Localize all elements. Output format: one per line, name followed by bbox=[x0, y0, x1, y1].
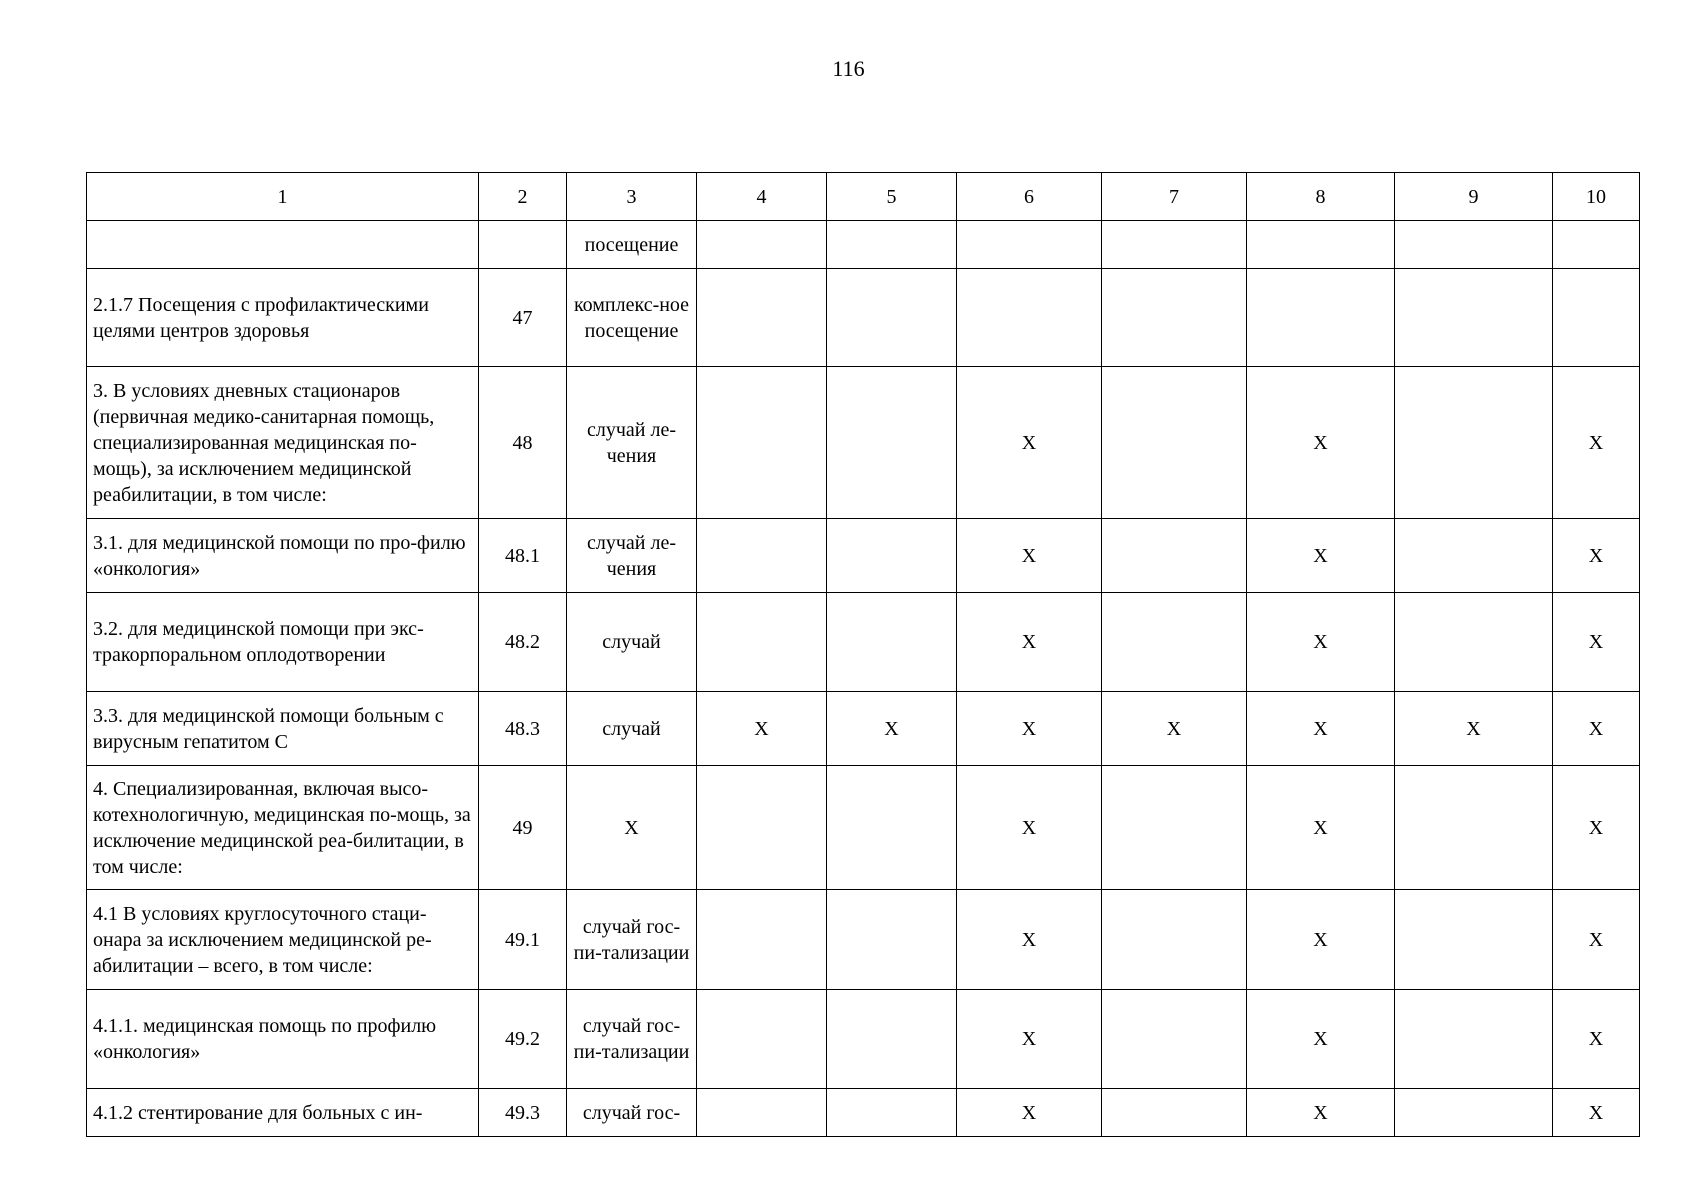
row-code-cell: 49.3 bbox=[479, 1089, 567, 1137]
row-unit-cell: комплекс-ное посещение bbox=[567, 269, 697, 367]
row-value-cell bbox=[1247, 269, 1395, 367]
header-cell: 6 bbox=[957, 173, 1102, 221]
header-row bbox=[87, 173, 1640, 221]
row-value-cell bbox=[697, 221, 827, 269]
row-value-cell bbox=[1553, 269, 1640, 367]
row-unit-cell: случай ле-чения bbox=[567, 519, 697, 593]
row-value-cell: X bbox=[957, 890, 1102, 990]
table-row bbox=[87, 890, 1640, 990]
row-value-cell: X bbox=[827, 692, 957, 766]
row-value-cell bbox=[1102, 766, 1247, 890]
row-value-cell bbox=[1395, 221, 1553, 269]
row-unit-cell: случай гос-пи-тализации bbox=[567, 990, 697, 1089]
row-value-cell bbox=[1553, 221, 1640, 269]
row-value-cell bbox=[1395, 766, 1553, 890]
row-value-cell: X bbox=[1553, 367, 1640, 519]
row-value-cell: X bbox=[1247, 766, 1395, 890]
row-value-cell bbox=[827, 519, 957, 593]
row-value-cell: X bbox=[1247, 692, 1395, 766]
row-value-cell bbox=[827, 367, 957, 519]
row-unit-cell: случай bbox=[567, 593, 697, 692]
row-code-cell: 49.1 bbox=[479, 890, 567, 990]
row-value-cell: X bbox=[957, 367, 1102, 519]
row-value-cell bbox=[827, 766, 957, 890]
header-cell: 2 bbox=[479, 173, 567, 221]
row-value-cell: X bbox=[1553, 990, 1640, 1089]
header-cell: 1 bbox=[87, 173, 479, 221]
row-code-cell: 48.3 bbox=[479, 692, 567, 766]
table-row bbox=[87, 692, 1640, 766]
row-value-cell bbox=[957, 269, 1102, 367]
data-table bbox=[86, 172, 1640, 1137]
row-name-cell: 4. Специализированная, включая высо-котехнологичную, медицинская по-мощь, за исключение медицинской реа-билитации, в том числе: bbox=[87, 766, 479, 890]
row-name-cell: 3. В условиях дневных стационаров (первичная медико-санитарная помощь, специализированная медицинская по-мощь), за исключением медицинской реабилитации, в том числе: bbox=[87, 367, 479, 519]
table-row bbox=[87, 593, 1640, 692]
row-code-cell: 48 bbox=[479, 367, 567, 519]
row-value-cell bbox=[827, 1089, 957, 1137]
row-value-cell bbox=[1102, 890, 1247, 990]
row-value-cell bbox=[1247, 221, 1395, 269]
page-number: 116 bbox=[832, 56, 865, 81]
row-name-cell: 4.1 В условиях круглосуточного стаци-онара за исключением медицинской ре-абилитации – всего, в том числе: bbox=[87, 890, 479, 990]
row-value-cell: X bbox=[957, 692, 1102, 766]
table-row bbox=[87, 367, 1640, 519]
row-name-cell bbox=[87, 221, 479, 269]
row-value-cell bbox=[697, 593, 827, 692]
row-value-cell: X bbox=[1247, 990, 1395, 1089]
table-row bbox=[87, 766, 1640, 890]
table-row bbox=[87, 1089, 1640, 1137]
row-name-cell: 3.1. для медицинской помощи по про-филю «онкология» bbox=[87, 519, 479, 593]
header-cell: 7 bbox=[1102, 173, 1247, 221]
row-value-cell bbox=[697, 766, 827, 890]
row-value-cell: X bbox=[1553, 593, 1640, 692]
row-value-cell bbox=[827, 890, 957, 990]
row-value-cell bbox=[697, 269, 827, 367]
row-value-cell: X bbox=[1102, 692, 1247, 766]
row-value-cell bbox=[1102, 367, 1247, 519]
row-value-cell bbox=[1102, 221, 1247, 269]
row-value-cell bbox=[827, 269, 957, 367]
row-value-cell: X bbox=[1553, 766, 1640, 890]
row-value-cell bbox=[1395, 269, 1553, 367]
row-value-cell bbox=[697, 1089, 827, 1137]
header-cell: 10 bbox=[1553, 173, 1640, 221]
header-cell: 4 bbox=[697, 173, 827, 221]
row-code-cell: 49.2 bbox=[479, 990, 567, 1089]
row-value-cell bbox=[1102, 269, 1247, 367]
row-value-cell: X bbox=[957, 593, 1102, 692]
row-value-cell: X bbox=[1247, 1089, 1395, 1137]
row-value-cell: X bbox=[1247, 519, 1395, 593]
row-value-cell bbox=[697, 890, 827, 990]
row-unit-cell: случай гос-пи-тализации bbox=[567, 890, 697, 990]
row-value-cell bbox=[1395, 593, 1553, 692]
table-row bbox=[87, 519, 1640, 593]
row-value-cell: X bbox=[1553, 890, 1640, 990]
table-row bbox=[87, 990, 1640, 1089]
header-cell: 8 bbox=[1247, 173, 1395, 221]
row-value-cell: X bbox=[1247, 367, 1395, 519]
row-value-cell bbox=[1395, 519, 1553, 593]
row-unit-cell: посещение bbox=[567, 221, 697, 269]
row-value-cell bbox=[827, 593, 957, 692]
row-value-cell: X bbox=[1247, 890, 1395, 990]
row-value-cell bbox=[697, 367, 827, 519]
row-value-cell bbox=[1102, 593, 1247, 692]
row-value-cell bbox=[1102, 519, 1247, 593]
row-code-cell bbox=[479, 221, 567, 269]
row-value-cell: X bbox=[1247, 593, 1395, 692]
row-unit-cell: случай bbox=[567, 692, 697, 766]
header-cell: 5 bbox=[827, 173, 957, 221]
header-cell: 3 bbox=[567, 173, 697, 221]
row-value-cell: X bbox=[957, 1089, 1102, 1137]
row-value-cell: X bbox=[1553, 519, 1640, 593]
table-row bbox=[87, 269, 1640, 367]
row-value-cell bbox=[1395, 1089, 1553, 1137]
row-value-cell bbox=[827, 221, 957, 269]
row-code-cell: 49 bbox=[479, 766, 567, 890]
row-value-cell bbox=[697, 990, 827, 1089]
row-value-cell bbox=[1395, 367, 1553, 519]
row-code-cell: 47 bbox=[479, 269, 567, 367]
row-value-cell bbox=[827, 990, 957, 1089]
row-value-cell bbox=[1395, 990, 1553, 1089]
row-name-cell: 3.3. для медицинской помощи больным с вирусным гепатитом С bbox=[87, 692, 479, 766]
row-value-cell bbox=[1395, 890, 1553, 990]
row-unit-cell: случай ле-чения bbox=[567, 367, 697, 519]
row-value-cell: X bbox=[957, 519, 1102, 593]
row-unit-cell: X bbox=[567, 766, 697, 890]
row-name-cell: 4.1.1. медицинская помощь по профилю «онкология» bbox=[87, 990, 479, 1089]
row-name-cell: 4.1.2 стентирование для больных с ин- bbox=[87, 1089, 479, 1137]
row-value-cell: X bbox=[957, 766, 1102, 890]
row-value-cell: X bbox=[1553, 1089, 1640, 1137]
row-name-cell: 3.2. для медицинской помощи при экс-тракорпоральном оплодотворении bbox=[87, 593, 479, 692]
row-value-cell bbox=[1102, 990, 1247, 1089]
row-name-cell: 2.1.7 Посещения с профилактическими целями центров здоровья bbox=[87, 269, 479, 367]
table-row bbox=[87, 221, 1640, 269]
row-code-cell: 48.1 bbox=[479, 519, 567, 593]
row-value-cell bbox=[957, 221, 1102, 269]
row-value-cell bbox=[1102, 1089, 1247, 1137]
row-value-cell bbox=[697, 519, 827, 593]
row-unit-cell: случай гос- bbox=[567, 1089, 697, 1137]
row-value-cell: X bbox=[957, 990, 1102, 1089]
row-value-cell: X bbox=[1395, 692, 1553, 766]
header-cell: 9 bbox=[1395, 173, 1553, 221]
row-value-cell: X bbox=[1553, 692, 1640, 766]
row-code-cell: 48.2 bbox=[479, 593, 567, 692]
row-value-cell: X bbox=[697, 692, 827, 766]
